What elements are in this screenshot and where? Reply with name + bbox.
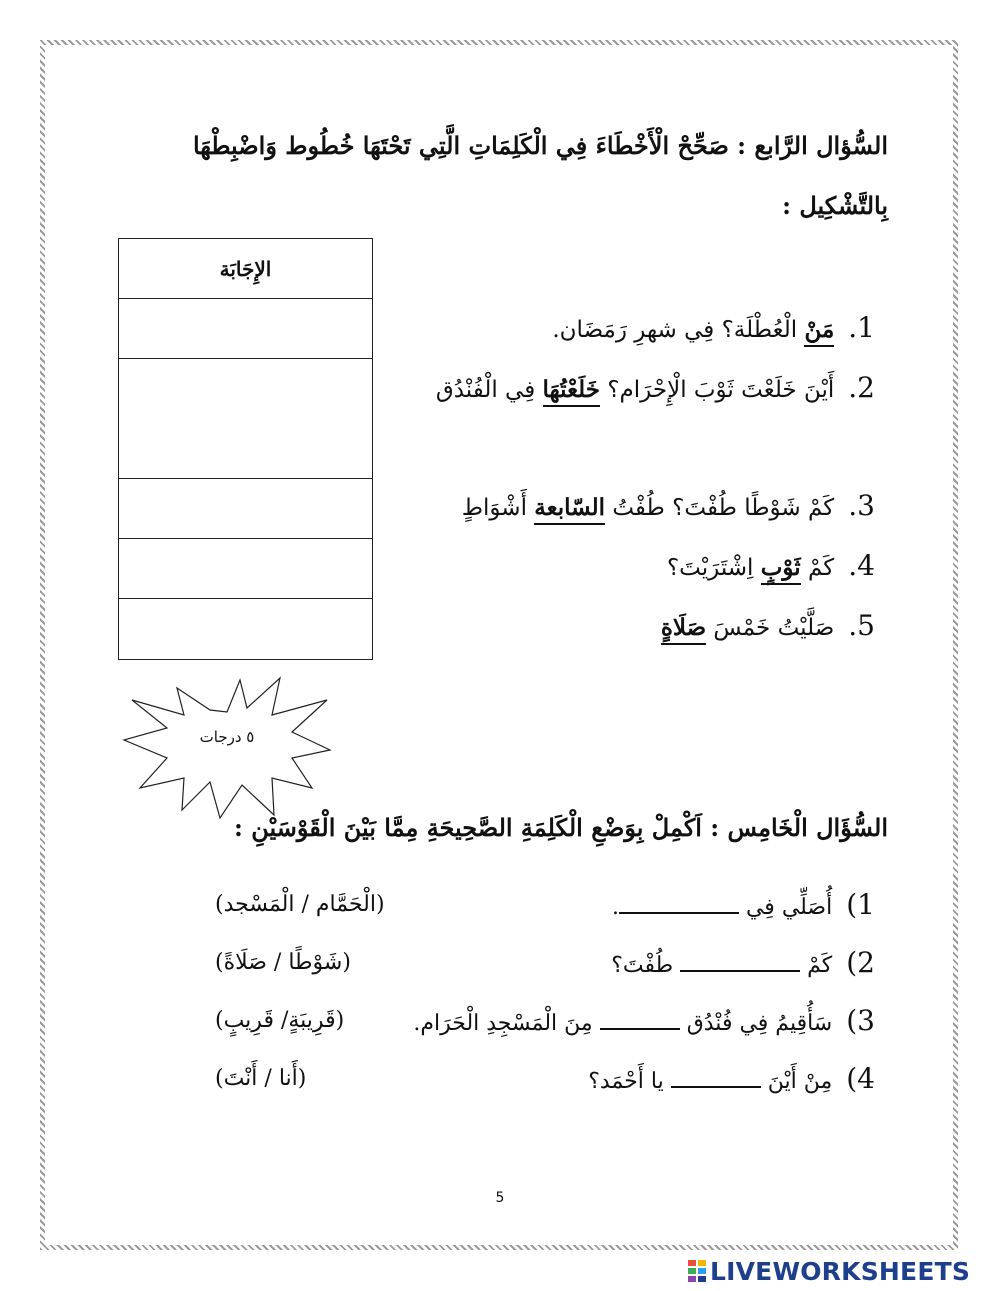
q5-options-1: (الْحَمَّام / الْمَسْجد) — [215, 892, 385, 917]
question5-title: السُّؤَال الْخَامِس : اَكْمِلْ بِوَضْعِ الْكَلِمَةِ الصَّحِيحَةِ مِمَّا بَيْنَ الْقَوْسَيْنِ : — [234, 813, 888, 842]
logo-blocks-icon — [688, 1260, 706, 1282]
q5-item-3: 3)سَأُقِيمُ فِي فُنْدُق مِنَ الْمَسْجِدِ الْحَرَام. (قَرِيبَةٍ/ قَرِيبٍ) — [215, 996, 875, 1046]
q4-item-2-underlined: خَلَعْتُهَا — [543, 376, 600, 407]
q4-item-3-underlined: السّابعة — [534, 494, 605, 525]
answer-table-header: الإِجَابَة — [119, 239, 373, 299]
liveworksheets-logo[interactable] — [688, 1254, 970, 1288]
question4-title-line2: بِالتَّشْكِيل : — [782, 191, 888, 220]
answer-cell-1[interactable] — [119, 299, 373, 359]
q5-item-1: 1)أُصَلِّي فِي . (الْحَمَّام / الْمَسْجد) — [215, 880, 875, 930]
q4-item-5-underlined: صَلَاةٍ — [661, 614, 706, 645]
question4-title-line1: السُّؤال الرَّابع : صَحِّحْ الْأَخْطَاءَ فِي الْكَلِمَاتِ الَّتِي تَحْتَهَا خُطُوط وَاضْبِطْهَا — [192, 131, 888, 160]
q4-item-1: 1.مَنْ الْعُطْلَة؟ فِي شهرِ رَمَضَان. — [425, 300, 875, 358]
question4-title — [128, 116, 888, 236]
q5-item-4: 4)مِنْ أَيْنَ يا أَحْمَد؟ (أَنا / أَنْتَ) — [215, 1054, 875, 1104]
answer-cell-4[interactable] — [119, 539, 373, 599]
q5-blank-2[interactable] — [680, 948, 800, 972]
badge-label: ٥ درجات — [199, 728, 255, 746]
q5-blank-3[interactable] — [600, 1006, 680, 1030]
q4-item-2: 2.أَيْنَ خَلَعْتَ ثَوْبَ الْإِحْرَام؟ خَلَعْتُهَا فِي الْفُنْدُق — [425, 360, 875, 418]
q5-options-4: (أَنا / أَنْتَ) — [215, 1066, 307, 1091]
answer-cell-2[interactable] — [119, 359, 373, 479]
q4-item-4: 4.كَمْ ثَوْبٍ اِشْتَرَيْتَ؟ — [425, 538, 875, 596]
q5-item-2: 2)كَمْ طُفْتَ؟ (شَوْطًا / صَلَاةً) — [215, 938, 875, 988]
q5-blank-1[interactable] — [619, 890, 739, 914]
answer-table — [118, 238, 373, 660]
answer-cell-5[interactable] — [119, 599, 373, 660]
q5-options-3: (قَرِيبَةٍ/ قَرِيبٍ) — [215, 1008, 345, 1033]
brand-name: LIVEWORKSHEETS — [710, 1256, 971, 1286]
q4-item-5: 5.صَلَّيْتُ خَمْسَ صَلَاةٍ — [425, 598, 875, 656]
q4-item-3: 3.كَمْ شَوْطًا طُفْتَ؟ طُفْتُ السّابعة أَشْوَاطٍ — [425, 478, 875, 536]
q5-blank-4[interactable] — [671, 1064, 761, 1088]
page-number: 5 — [495, 1190, 505, 1206]
q5-options-2: (شَوْطًا / صَلَاةً) — [215, 950, 351, 975]
q4-item-4-underlined: ثَوْبٍ — [761, 554, 801, 585]
q4-item-1-underlined: مَنْ — [804, 316, 834, 347]
answer-cell-3[interactable] — [119, 479, 373, 539]
